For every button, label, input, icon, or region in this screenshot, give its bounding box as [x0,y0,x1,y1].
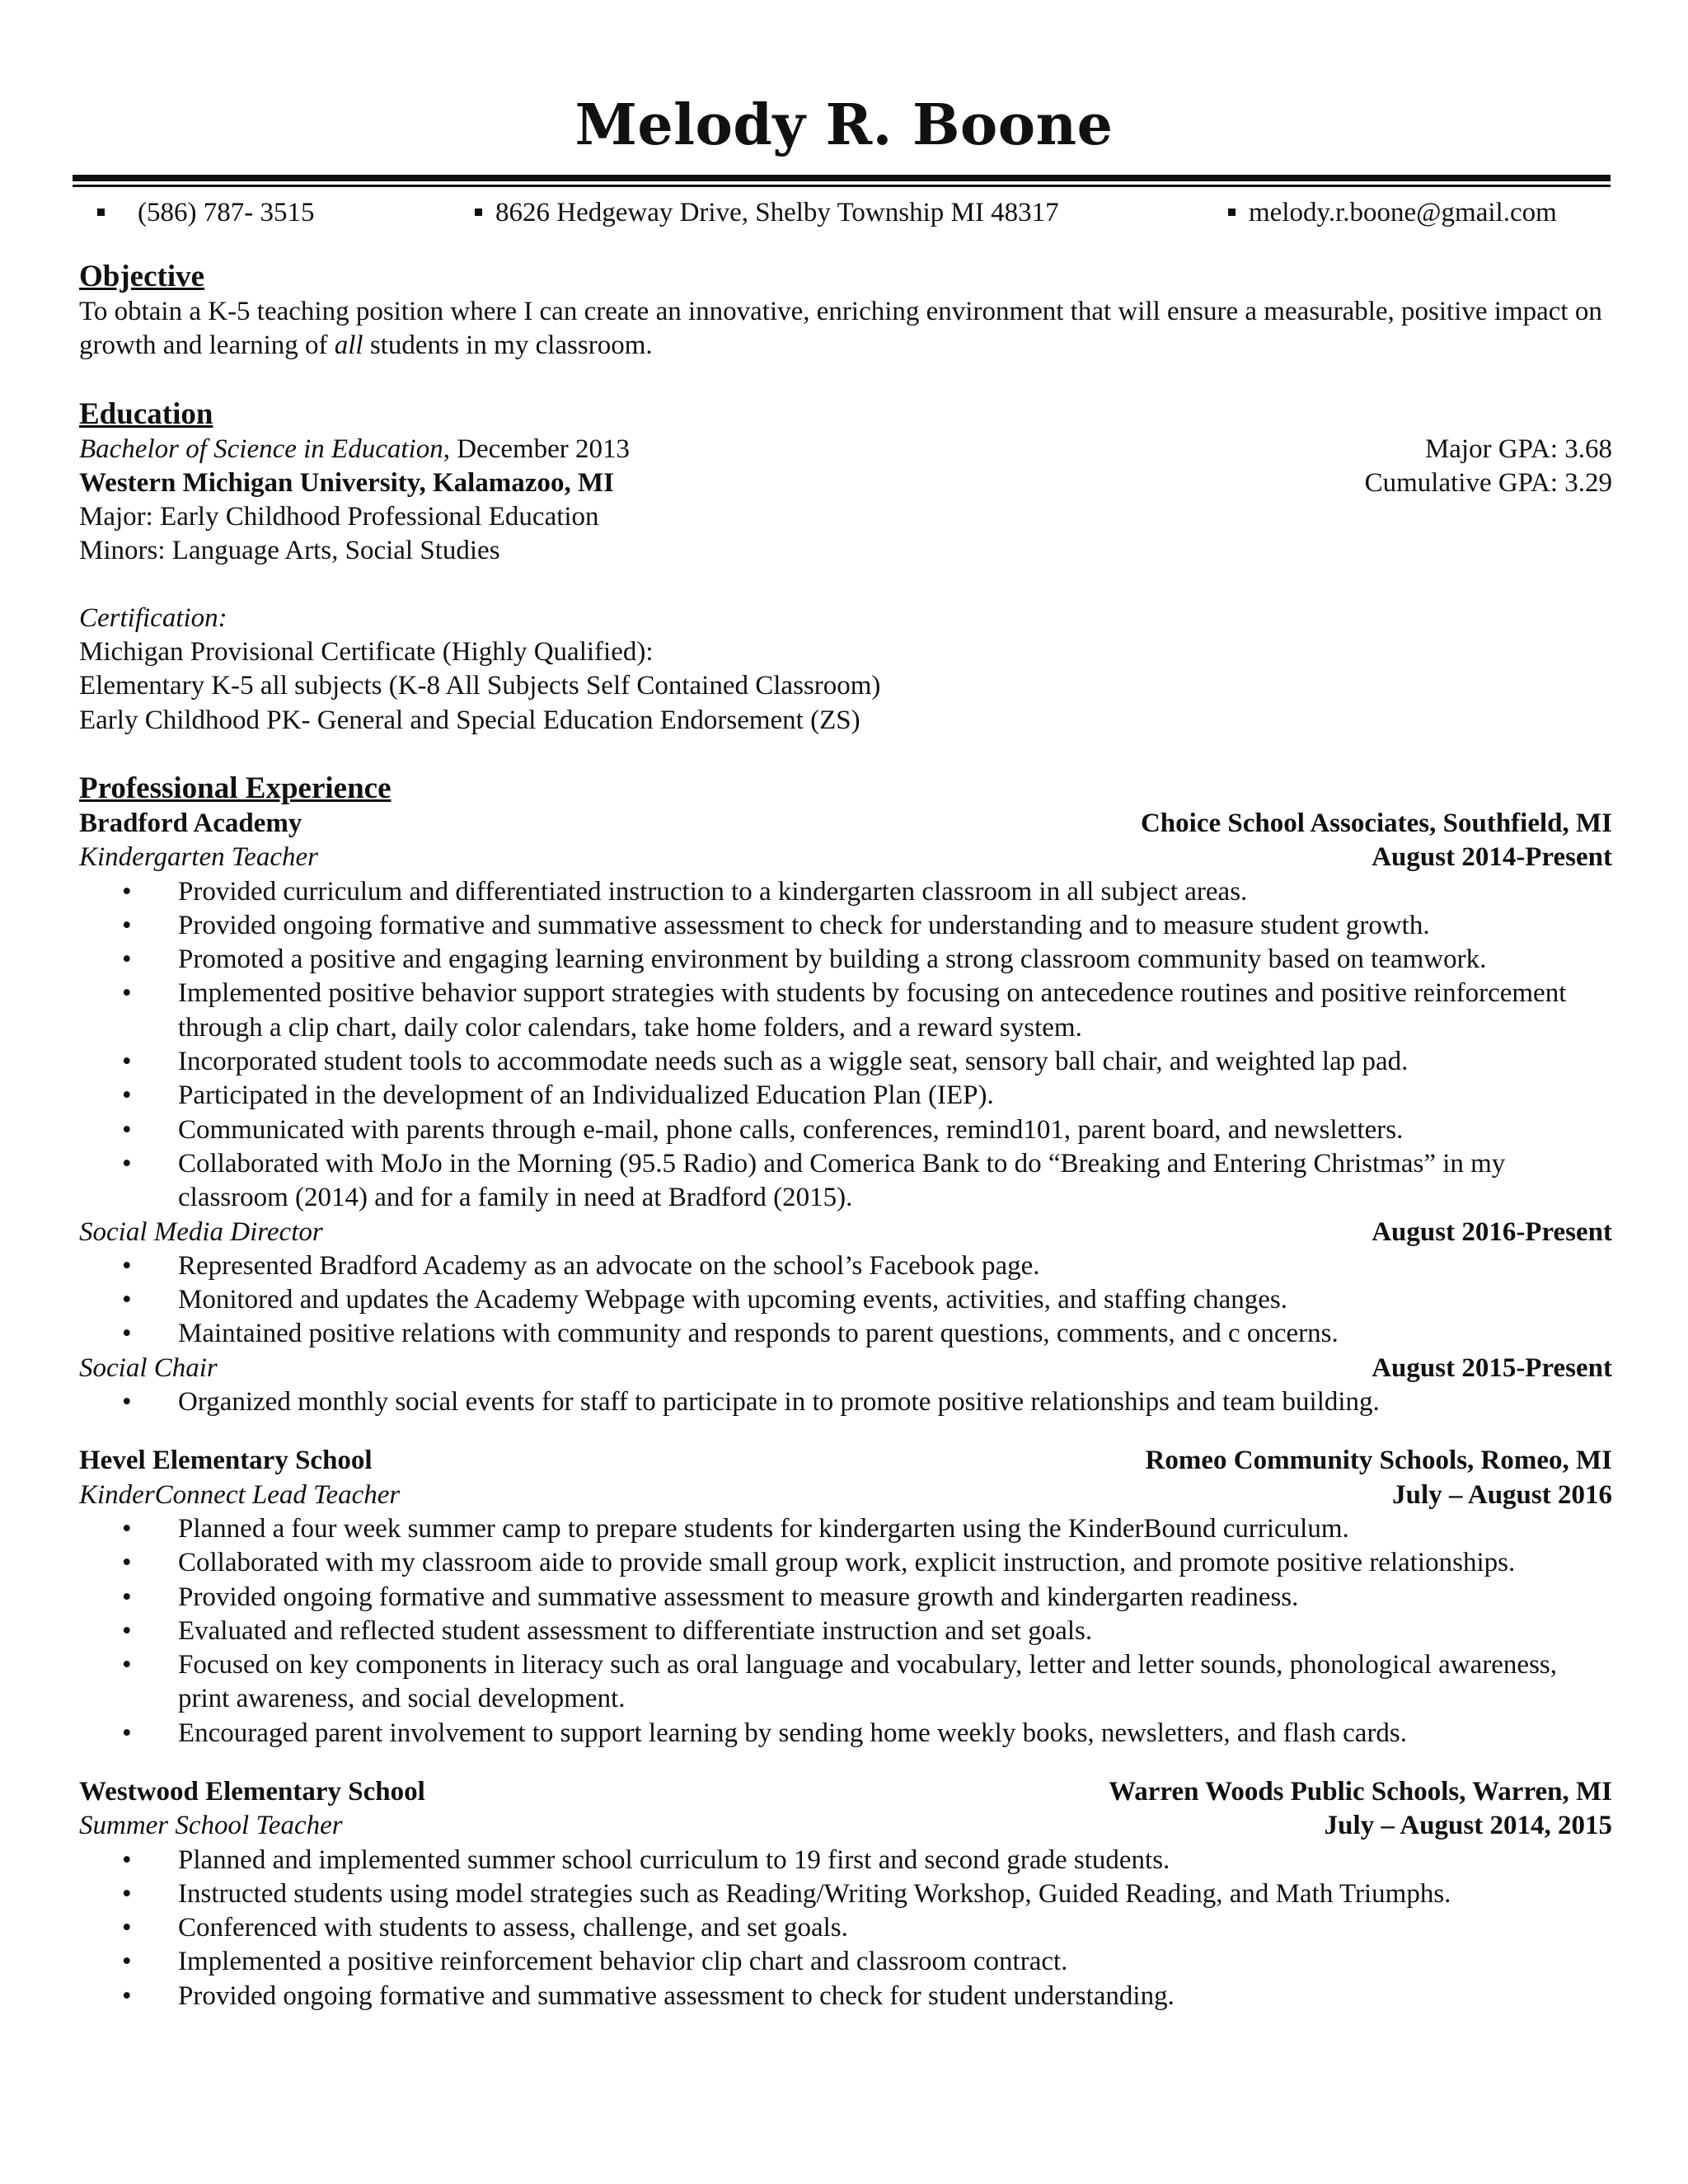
role-title: Summer School Teacher [79,1811,343,1841]
education-heading: Education [79,396,213,431]
certification-label: Certification: [79,602,227,633]
role-title: Kindergarten Teacher [79,842,318,873]
contact-address [475,194,1059,231]
employer-organization: Romeo Community Schools, Romeo, MI [1145,1446,1612,1476]
contact-phone [97,194,314,231]
bullet-item: • Provided ongoing formative and summative assessment to check for student understanding. [79,1980,1612,2013]
contact-email [1228,194,1557,231]
employer-organization: Warren Woods Public Schools, Warren, MI [1109,1776,1612,1807]
certification-line: Elementary K-5 all subjects (K-8 All Subjects Self Contained Classroom) [79,671,881,701]
square-bullet-icon [475,209,482,216]
job-header [79,1444,1612,1478]
bullet-item: • Planned a four week summer camp to prepare students for kindergarten using the KinderBound curriculum. [79,1512,1612,1546]
bullet-item: • Focused on key components in literacy such as oral language and vocabulary, letter and letter sounds, phonological awareness, print awareness, and social development. [79,1648,1612,1717]
bullet-item: • Maintained positive relations with community and responds to parent questions, comments, and c oncerns. [79,1317,1612,1351]
bullet-item: • Implemented positive behavior support strategies with students by focusing on antecedence routines and positive reinforcement through a clip chart, daily color calendars, take home folders, and a reward system. [79,977,1612,1045]
header-rule-thick [73,175,1611,181]
degree-row [79,433,1612,466]
bullet-item: • Planned and implemented summer school curriculum to 19 first and second grade students. [79,1844,1612,1877]
role-title: KinderConnect Lead Teacher [79,1479,401,1510]
role-bullets [79,1385,1612,1419]
bullet-item: • Promoted a positive and engaging learning environment by building a strong classroom community based on teamwork. [79,943,1612,977]
role-dates: July – August 2016 [1392,1479,1612,1510]
role-header [79,1216,1612,1249]
bullet-item: • Evaluated and reflected student assessment to differentiate instruction and set goals. [79,1615,1612,1648]
bullet-item: • Collaborated with MoJo in the Morning (95.5 Radio) and Comerica Bank to do “Breaking and Entering Christmas” in my classroom (2014) and for a family in need at Bradford (2015). [79,1147,1612,1216]
bullet-item: • Organized monthly social events for staff to participate in to promote positive relationships and team building. [79,1385,1612,1419]
degree-title: Bachelor of Science in Education [79,434,443,464]
objective-emphasis: all [334,330,363,361]
resume-content [79,259,1612,2013]
square-bullet-icon [1228,209,1236,216]
bullet-item: • Provided curriculum and differentiated instruction to a kindergarten classroom in all subject areas. [79,875,1612,909]
header-rule-thin [73,185,1611,187]
bullet-item: • Communicated with parents through e-mail, phone calls, conferences, remind101, parent board, and newsletters. [79,1113,1612,1147]
role-header [79,1479,1612,1512]
phone-text: (586) 787- 3515 [138,198,315,227]
university-row [79,466,1612,500]
degree-date: , December 2013 [443,434,631,464]
bullet-item: • Provided ongoing formative and summative assessment to measure growth and kindergarten readiness. [79,1581,1612,1615]
role-header [79,1352,1612,1385]
bullet-item: • Implemented a positive reinforcement behavior clip chart and classroom contract. [79,1945,1612,1979]
major-gpa: Major GPA: 3.68 [1424,434,1612,464]
role-bullets [79,1249,1612,1352]
employer-name: Hevel Elementary School [79,1446,373,1476]
job-header [79,1775,1612,1809]
education-section [79,396,1612,738]
role-dates: August 2014-Present [1372,842,1612,873]
role-dates: August 2015-Present [1372,1352,1612,1383]
bullet-item: • Instructed students using model strategies such as Reading/Writing Workshop, Guided Reading, and Math Triumphs. [79,1877,1612,1911]
role-dates: July – August 2014, 2015 [1324,1811,1612,1841]
job-entry [79,1775,1612,2013]
email-text: melody.r.boone@gmail.com [1249,198,1557,227]
role-bullets [79,875,1612,1216]
bullet-item: • Conferenced with students to assess, challenge, and set goals. [79,1911,1612,1945]
certification-line: Early Childhood PK- General and Special Education Endorsement (ZS) [79,705,860,735]
role-header [79,841,1612,874]
role-bullets [79,1844,1612,2013]
address-text: 8626 Hedgeway Drive, Shelby Township MI 48317 [495,198,1059,227]
experience-heading: Professional Experience [79,771,392,805]
role-title: Social Media Director [79,1216,323,1247]
cumulative-gpa: Cumulative GPA: 3.29 [1364,467,1612,498]
university-name: Western Michigan University, Kalamazoo, MI [79,467,614,498]
major-line: Major: Early Childhood Professional Education [79,502,599,532]
experience-section [79,771,1612,2013]
role-dates: August 2016-Present [1372,1216,1612,1247]
bullet-item: • Incorporated student tools to accommodate needs such as a wiggle seat, sensory ball chair, and weighted lap pad. [79,1045,1612,1079]
role-title: Social Chair [79,1352,218,1383]
bullet-item: • Monitored and updates the Academy Webpage with upcoming events, activities, and staffing changes. [79,1283,1612,1317]
contact-bar [97,194,1594,231]
employer-name: Bradford Academy [79,808,302,838]
objective-heading: Objective [79,260,205,293]
employer-name: Westwood Elementary School [79,1776,425,1807]
role-header [79,1809,1612,1843]
objective-section [79,259,1612,363]
bullet-item: • Provided ongoing formative and summative assessment to check for understanding and to measure student growth. [79,909,1612,943]
bullet-item: • Participated in the development of an Individualized Education Plan (IEP). [79,1079,1612,1113]
job-entry [79,807,1612,1419]
bullet-item: • Encouraged parent involvement to support learning by sending home weekly books, newsletters, and flash cards. [79,1717,1612,1750]
minors-line: Minors: Language Arts, Social Studies [79,536,500,566]
role-bullets [79,1512,1612,1750]
job-header [79,807,1612,841]
bullet-item: • Collaborated with my classroom aide to provide small group work, explicit instruction, and promote positive relationships. [79,1546,1612,1580]
square-bullet-icon [97,209,105,216]
candidate-name: Melody R. Boone [574,92,1114,158]
employer-organization: Choice School Associates, Southfield, MI [1140,808,1612,838]
job-entry [79,1444,1612,1750]
certification-line: Michigan Provisional Certificate (Highly Qualified): [79,637,654,668]
objective-text: To obtain a K-5 teaching position where I can create an innovative, enriching environment that will ensure a measurable, positive impact on growth and learning of all students in my classroom. [79,297,1602,361]
bullet-item: • Represented Bradford Academy as an advocate on the school’s Facebook page. [79,1249,1612,1283]
